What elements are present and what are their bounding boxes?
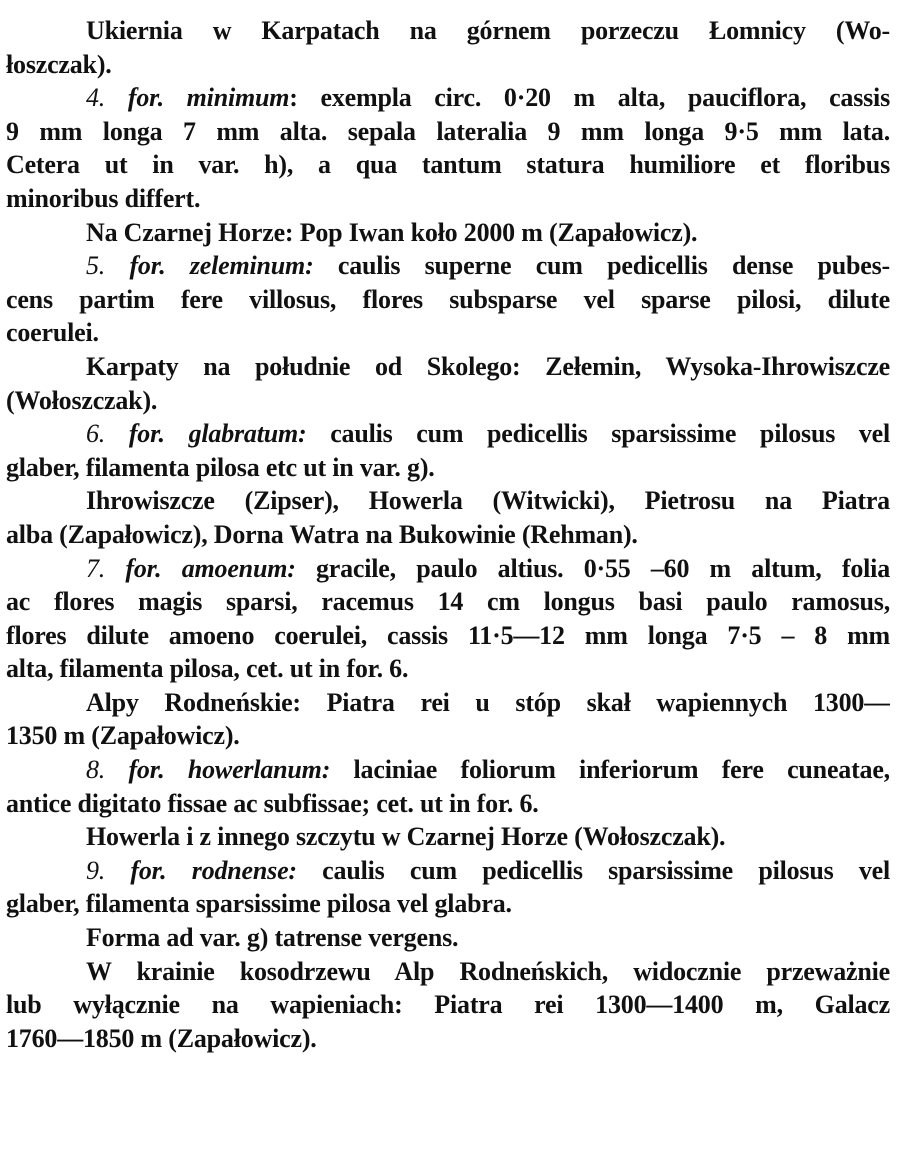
form-number: 7. xyxy=(86,553,126,583)
text-span: antice digitato fissae ac subfissae; cet. ut in for. 6. xyxy=(6,788,539,818)
text-span: caulis cum pedicellis sparsissime pilosus vel xyxy=(296,855,890,885)
text-line xyxy=(6,115,890,149)
form-name: for. zeleminum: xyxy=(129,251,314,281)
text-span: coerulei. xyxy=(6,318,99,348)
text-line xyxy=(6,753,890,787)
text-line xyxy=(6,81,890,115)
text-line xyxy=(6,384,890,418)
text-span: (Wołoszczak). xyxy=(6,385,158,415)
text-span: Howerla i z innego szczytu w Czarnej Horze (Wołoszczak). xyxy=(86,822,726,852)
text-span: : exempla circ. 0·20 m alta, pauciflora, cassis xyxy=(289,83,890,113)
text-span: glaber, filamenta sparsissime pilosa vel glabra. xyxy=(6,889,512,919)
text-line xyxy=(6,350,890,384)
form-name: for. howerlanum: xyxy=(128,755,331,785)
text-line xyxy=(6,787,890,821)
text-span: 1760—1850 m (Zapałowicz). xyxy=(6,1023,317,1053)
text-line xyxy=(6,686,890,720)
form-number: 4. xyxy=(86,83,128,113)
form-name: for. glabratum: xyxy=(128,419,307,449)
form-number: 5. xyxy=(86,251,130,281)
text-span: lub wyłącznie na wapieniach: Piatra rei 1300—1400 m, Galacz xyxy=(6,990,890,1020)
text-span: alta, filamenta pilosa, cet. ut in for. 6. xyxy=(6,654,409,684)
text-span: Ihrowiszcze (Zipser), Howerla (Witwicki), Pietrosu na Piatra xyxy=(86,486,890,516)
form-number: 9. xyxy=(86,855,131,885)
text-line xyxy=(6,1022,890,1056)
text-line xyxy=(6,518,890,552)
text-line xyxy=(6,652,890,686)
text-line xyxy=(6,417,890,451)
form-name: for. amoenum: xyxy=(125,553,296,583)
text-line xyxy=(6,988,890,1022)
form-name: for. rodnense: xyxy=(130,855,297,885)
text-span: Na Czarnej Horze: Pop Iwan koło 2000 m (Zapałowicz). xyxy=(86,217,698,247)
text-line xyxy=(6,216,890,250)
text-line xyxy=(6,451,890,485)
form-name: for. minimum xyxy=(127,83,290,113)
text-line xyxy=(6,48,890,82)
form-number: 8. xyxy=(86,755,129,785)
text-line xyxy=(6,921,890,955)
text-line xyxy=(6,585,890,619)
text-span: flores dilute amoeno coerulei, cassis 11·5—12 mm longa 7·5 – 8 mm xyxy=(6,620,890,650)
text-span: 9 mm longa 7 mm alta. sepala lateralia 9 mm longa 9·5 mm lata. xyxy=(6,116,890,146)
text-span: Ukiernia w Karpatach na górnem porzeczu Łomnicy (Wo- xyxy=(86,16,890,45)
text-span: łoszczak). xyxy=(6,49,112,79)
text-span: Forma ad var. g) tatrense vergens. xyxy=(86,923,459,953)
text-span: Alpy Rodneńskie: Piatra rei u stóp skał wapiennych 1300— xyxy=(86,687,890,717)
text-span: caulis superne cum pedicellis dense pubes- xyxy=(313,251,890,281)
text-line xyxy=(6,14,890,48)
text-line xyxy=(6,283,890,317)
text-line xyxy=(6,887,890,921)
text-line xyxy=(6,955,890,989)
text-line xyxy=(6,719,890,753)
text-line xyxy=(6,619,890,653)
text-line xyxy=(6,182,890,216)
text-line xyxy=(6,148,890,182)
text-span: ac flores magis sparsi, racemus 14 cm longus basi paulo ramosus, xyxy=(6,587,890,617)
text-span: cens partim fere villosus, flores subsparse vel sparse pilosi, dilute xyxy=(6,284,890,314)
text-span: glaber, filamenta pilosa etc ut in var. g). xyxy=(6,452,435,482)
text-span: Cetera ut in var. h), a qua tantum statura humiliore et floribus xyxy=(6,150,890,180)
text-line xyxy=(6,484,890,518)
text-span: gracile, paulo altius. 0·55 –60 m altum, folia xyxy=(295,553,890,583)
text-line xyxy=(6,552,890,586)
form-number: 6. xyxy=(86,419,129,449)
text-span: laciniae foliorum inferiorum fere cuneatae, xyxy=(330,755,890,785)
text-span: alba (Zapałowicz), Dorna Watra na Bukowinie (Rehman). xyxy=(6,519,638,549)
document-page xyxy=(6,14,890,1055)
text-span: Karpaty na południe od Skolego: Zełemin, Wysoka-Ihrowiszcze xyxy=(86,351,890,381)
text-span: W krainie kosodrzewu Alp Rodneńskich, widocznie przeważnie xyxy=(86,956,890,986)
text-line xyxy=(6,316,890,350)
text-line xyxy=(6,820,890,854)
text-span: caulis cum pedicellis sparsissime pilosus vel xyxy=(306,419,890,449)
text-span: minoribus differt. xyxy=(6,183,201,213)
text-line xyxy=(6,854,890,888)
text-span: 1350 m (Zapałowicz). xyxy=(6,721,240,751)
text-line xyxy=(6,249,890,283)
